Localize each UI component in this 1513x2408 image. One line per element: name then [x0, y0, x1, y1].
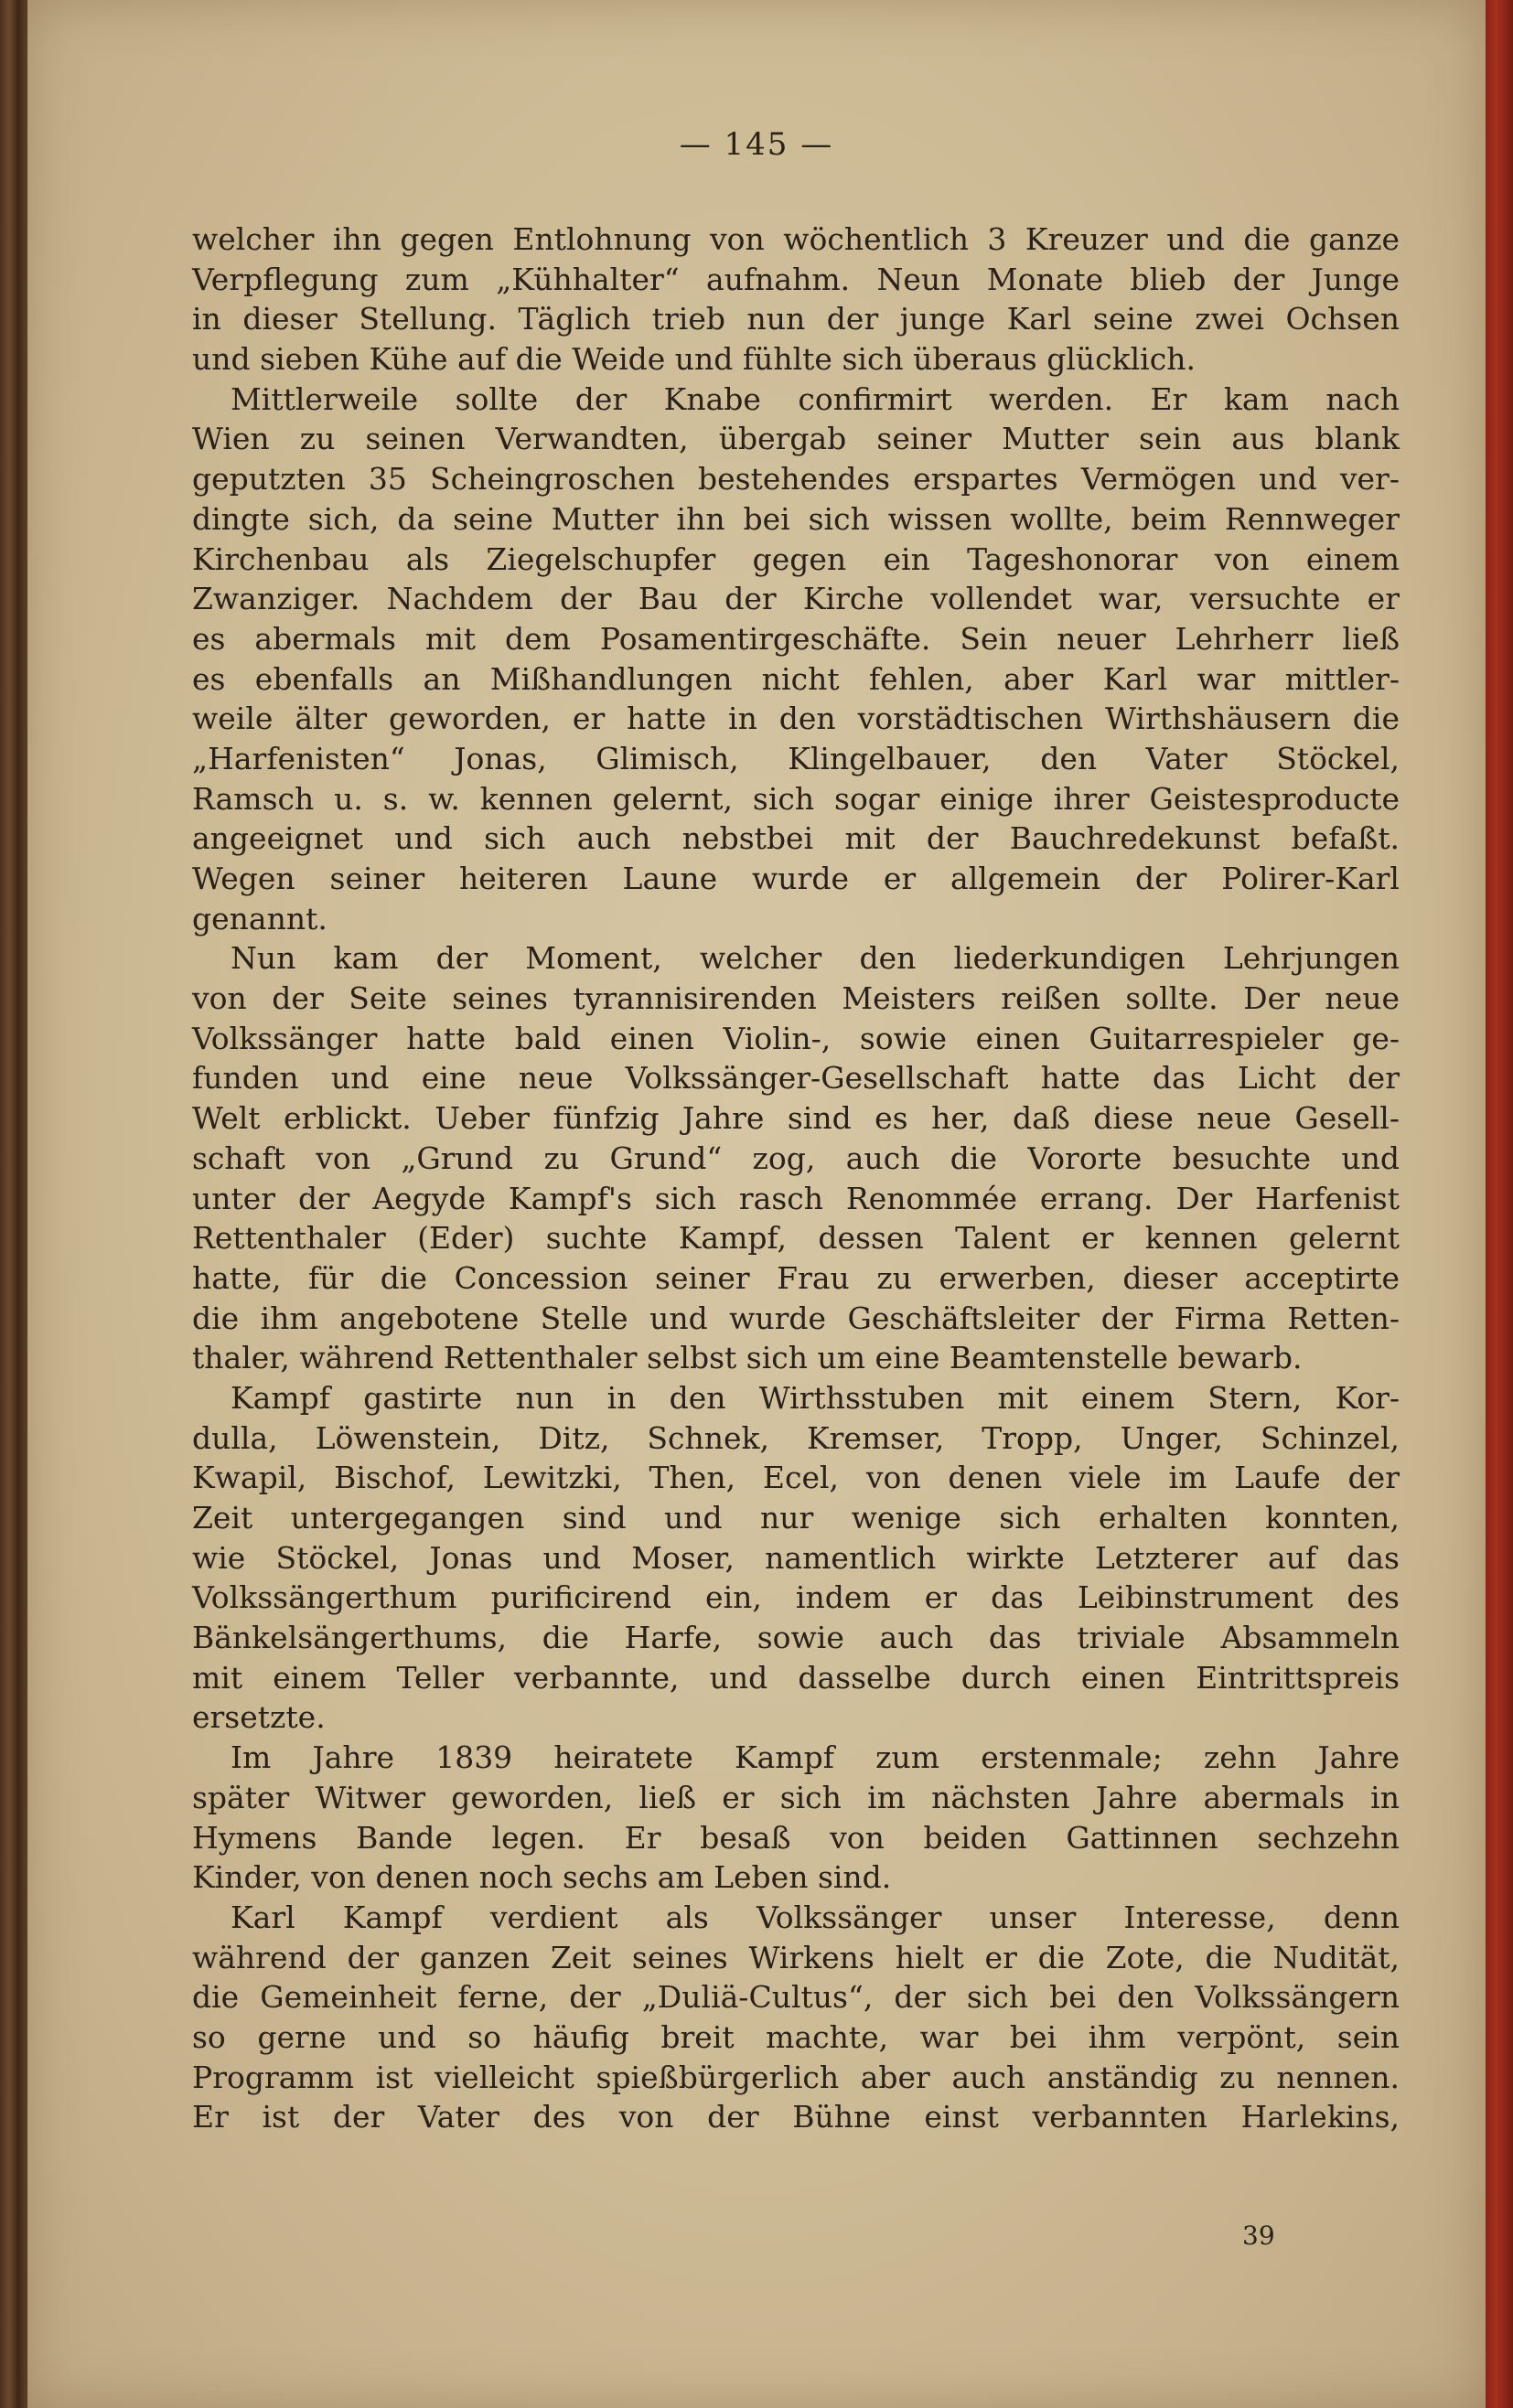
body-text — [192, 219, 1400, 2137]
text-line: welcher ihn gegen Entlohnung von wöchentlich 3 Kreuzer und die ganze — [192, 221, 1400, 257]
text-line: „Harfenisten“ Jonas, Glimisch, Klingelbauer, den Vater Stöckel, — [192, 740, 1400, 776]
text-line: Ramsch u. s. w. kennen gelernt, sich sogar einige ihrer Geistesproducte — [192, 780, 1400, 817]
text-line: Volkssänger hatte bald einen Violin-, sowie einen Guitarrespieler ge- — [192, 1020, 1400, 1056]
text-line: Kirchenbau als Ziegelschupfer gegen ein Tageshonorar von einem — [192, 540, 1400, 577]
text-line: während der ganzen Zeit seines Wirkens hielt er die Zote, die Nudität, — [192, 1939, 1400, 1975]
text-line: Kampf gastirte nun in den Wirthsstuben mit einem Stern, Kor- — [231, 1379, 1400, 1416]
book-cover-edge — [1486, 0, 1513, 2408]
text-line: später Witwer geworden, ließ er sich im nächsten Jahre abermals in — [192, 1779, 1400, 1815]
text-line: angeeignet und sich auch nebstbei mit der Bauchredekunst befaßt. — [192, 820, 1400, 857]
text-line: die Gemeinheit ferne, der „Duliä-Cultus“, der sich bei den Volkssängern — [192, 1979, 1400, 2016]
text-line: Welt erblickt. Ueber fünfzig Jahre sind es her, daß diese neue Gesell- — [192, 1100, 1400, 1137]
text-line: Rettenthaler (Eder) suchte Kampf, dessen Talent er kennen gelernt — [192, 1220, 1400, 1257]
text-line: so gerne und so häufig breit machte, war bei ihm verpönt, sein — [192, 2018, 1400, 2055]
text-line: die ihm angebotene Stelle und wurde Geschäftsleiter der Firma Retten- — [192, 1300, 1400, 1336]
text-line: es abermals mit dem Posamentirgeschäfte. Sein neuer Lehrherr ließ — [192, 620, 1400, 657]
book-page — [27, 0, 1486, 2408]
text-line: ersetzte. — [192, 1699, 326, 1736]
text-line: funden und eine neue Volkssänger-Gesellschaft hatte das Licht der — [192, 1060, 1400, 1097]
text-line: weile älter geworden, er hatte in den vorstädtischen Wirthshäusern die — [192, 701, 1400, 737]
text-line: mit einem Teller verbannte, und dasselbe durch einen Eintrittspreis — [192, 1659, 1400, 1696]
page-number: — 145 — — [679, 126, 834, 163]
sheet-signature: 39 — [1242, 2221, 1275, 2251]
text-line: Mittlerweile sollte der Knabe confirmirt werden. Er kam nach — [231, 380, 1400, 417]
text-line: thaler, während Rettenthaler selbst sich um eine Beamtenstelle bewarb. — [192, 1340, 1303, 1376]
text-line: Verpflegung zum „Kühhalter“ aufnahm. Neun Monate blieb der Junge — [192, 261, 1400, 297]
text-line: Zwanziger. Nachdem der Bau der Kirche vollendet war, versuchte er — [192, 581, 1400, 617]
text-line: Kinder, von denen noch sechs am Leben sind. — [192, 1859, 892, 1896]
text-line: Wegen seiner heiteren Laune wurde er allgemein der Polirer-Karl — [192, 861, 1400, 896]
text-line: Wien zu seinen Verwandten, übergab seiner Mutter sein aus blank — [192, 421, 1400, 457]
text-line: Volkssängerthum purificirend ein, indem er das Leibinstrument des — [192, 1579, 1400, 1616]
text-line: hatte, für die Concession seiner Frau zu erwerben, dieser acceptirte — [192, 1259, 1400, 1296]
text-line: unter der Aegyde Kampf's sich rasch Renommée errang. Der Harfenist — [192, 1180, 1400, 1216]
text-line: Bänkelsängerthums, die Harfe, sowie auch das triviale Absammeln — [192, 1620, 1400, 1656]
text-line: genannt. — [192, 900, 327, 936]
text-line: dingte sich, da seine Mutter ihn bei sich wissen wollte, beim Rennweger — [192, 500, 1400, 537]
text-line: von der Seite seines tyrannisirenden Meisters reißen sollte. Der neue — [192, 980, 1400, 1017]
text-line: in dieser Stellung. Täglich trieb nun der junge Karl seine zwei Ochsen — [192, 301, 1400, 337]
text-line: Im Jahre 1839 heiratete Kampf zum erstenmale; zehn Jahre — [231, 1739, 1400, 1776]
text-line: Er ist der Vater des von der Bühne einst verbannten Harlekins, — [192, 2099, 1400, 2135]
text-line: Karl Kampf verdient als Volkssänger unser Interesse, denn — [231, 1899, 1400, 1935]
text-line: dulla, Löwenstein, Ditz, Schnek, Kremser, Tropp, Unger, Schinzel, — [192, 1419, 1400, 1456]
text-line: Nun kam der Moment, welcher den liederkundigen Lehrjungen — [231, 940, 1400, 977]
text-line: Kwapil, Bischof, Lewitzki, Then, Ecel, von denen viele im Laufe der — [192, 1460, 1400, 1496]
text-line: Programm ist vielleicht spießbürgerlich aber auch anständig zu nennen. — [192, 2059, 1400, 2095]
text-line: Zeit untergegangen sind und nur wenige sich erhalten konnten, — [192, 1500, 1400, 1536]
text-line: Hymens Bande legen. Er besaß von beiden Gattinnen sechzehn — [192, 1819, 1400, 1856]
text-line: geputzten 35 Scheingroschen bestehendes erspartes Vermögen und ver- — [192, 461, 1400, 498]
text-line: wie Stöckel, Jonas und Moser, namentlich wirkte Letzterer auf das — [192, 1539, 1400, 1576]
text-line: schaft von „Grund zu Grund“ zog, auch die Vororte besuchte und — [192, 1140, 1400, 1176]
text-line: und sieben Kühe auf die Weide und fühlte sich überaus glücklich. — [192, 341, 1196, 378]
text-line: es ebenfalls an Mißhandlungen nicht fehlen, aber Karl war mittler- — [192, 660, 1400, 697]
